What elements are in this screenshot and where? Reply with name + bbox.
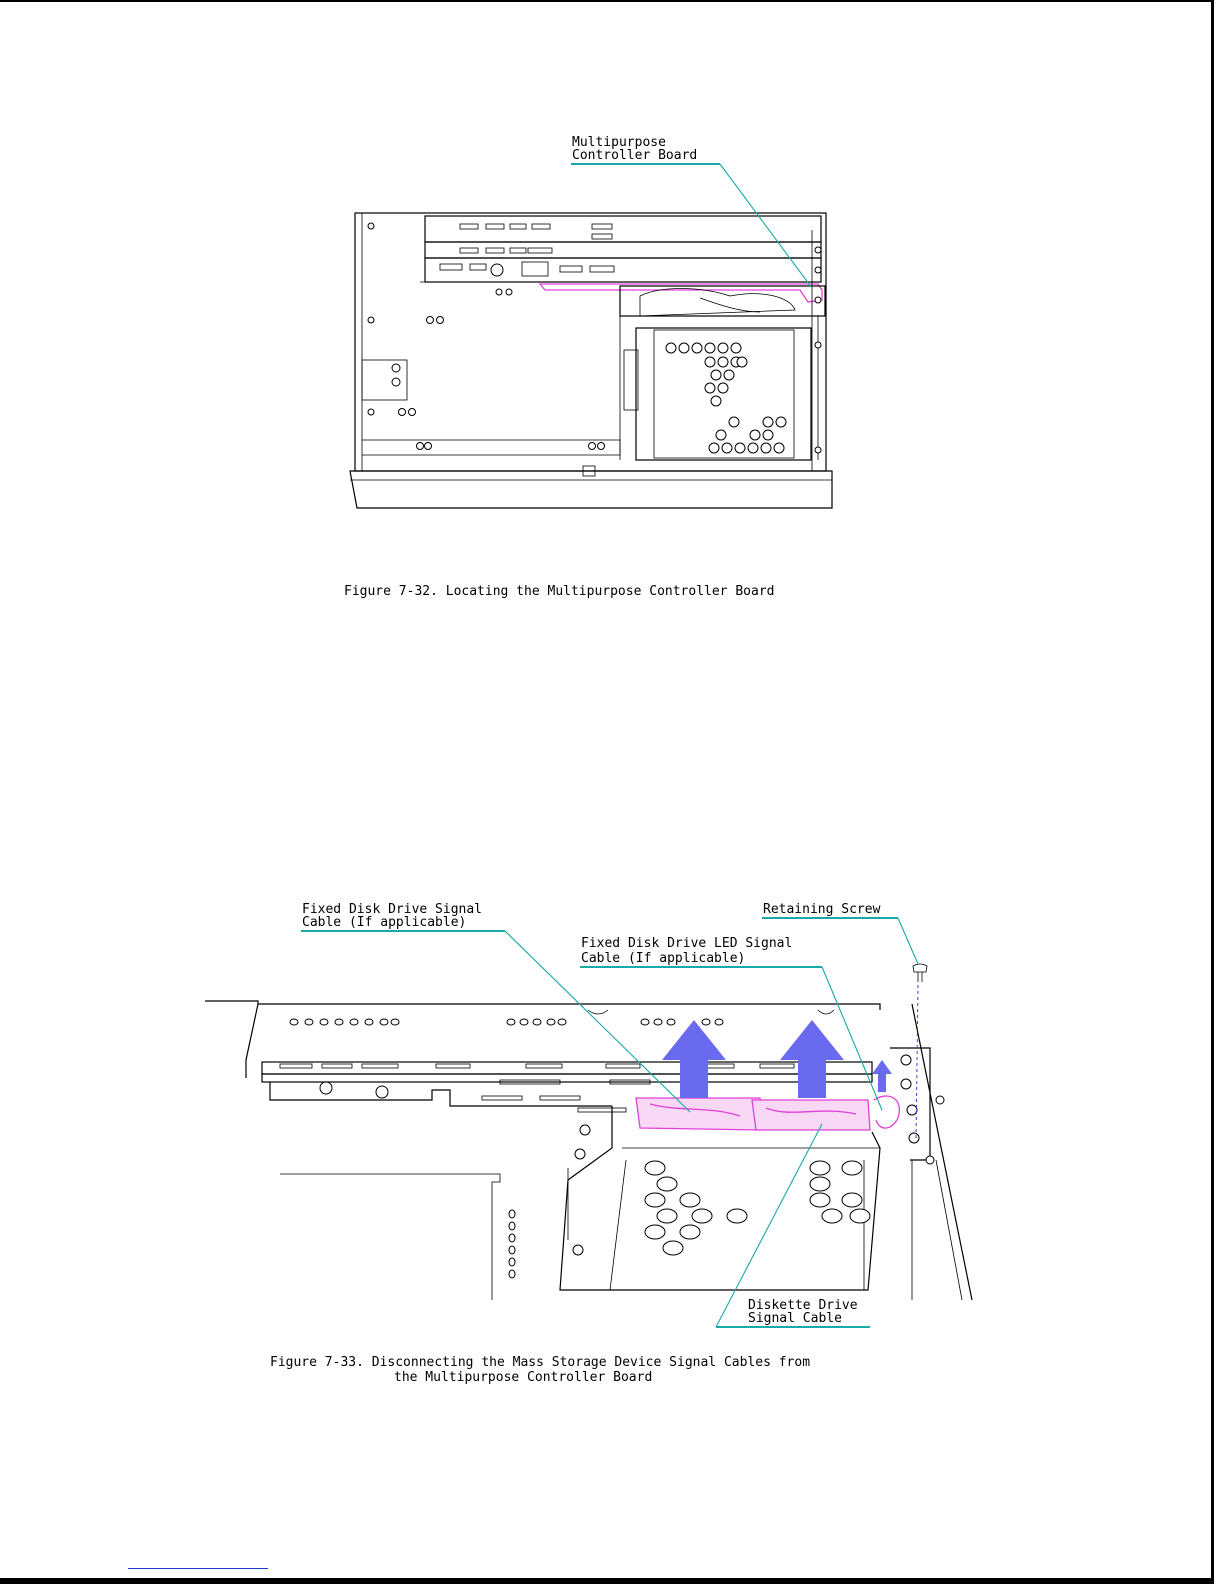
- arrow-up-center: [780, 1020, 844, 1098]
- callout-fixed-disk-signal-line1: Fixed Disk Drive Signal: [302, 902, 483, 917]
- callout-fixed-disk-led-line1: Fixed Disk Drive LED Signal: [581, 936, 793, 951]
- board-rail-2: [262, 1074, 872, 1082]
- callout-leader-retaining-screw: [898, 918, 918, 964]
- callout-controller-line1: Multipurpose: [572, 135, 666, 150]
- figure-7-32-caption: Figure 7-32. Locating the Multipurpose Controller Board: [344, 584, 775, 599]
- figure-7-33-caption-line1: Figure 7-33. Disconnecting the Mass Storage Device Signal Cables from: [270, 1355, 811, 1370]
- diskette-signal-cable-highlight: [752, 1100, 870, 1130]
- arrow-up-left: [662, 1020, 726, 1098]
- chassis-lid-edge: [205, 1001, 880, 1010]
- figure-7-33-caption-line2: the Multipurpose Controller Board: [394, 1370, 653, 1385]
- callout-controller-line2: Controller Board: [572, 148, 698, 163]
- drive-bay-outline: [560, 1106, 880, 1290]
- callout-fixed-disk-led-line2: Cable (If applicable): [581, 951, 746, 966]
- expansion-board-2: [425, 242, 821, 258]
- callout-fixed-disk-signal-line2: Cable (If applicable): [302, 915, 467, 930]
- figure-7-33-illustration: [205, 902, 972, 1385]
- callout-leader-fixed-disk-led: [822, 967, 882, 1110]
- callout-diskette-signal-line2: Signal Cable: [748, 1311, 842, 1326]
- arrow-up-right: [872, 1060, 892, 1092]
- controller-board-highlight: [540, 284, 822, 302]
- callout-leader-diskette-signal: [716, 1124, 822, 1327]
- fixed-disk-signal-cable-highlight: [636, 1098, 762, 1130]
- callout-retaining-screw: Retaining Screw: [763, 902, 881, 917]
- figure-7-32-illustration: [344, 135, 832, 599]
- front-bezel: [350, 471, 832, 508]
- callout-diskette-signal-line1: Diskette Drive: [748, 1298, 858, 1313]
- callout-leader-controller: [720, 164, 812, 288]
